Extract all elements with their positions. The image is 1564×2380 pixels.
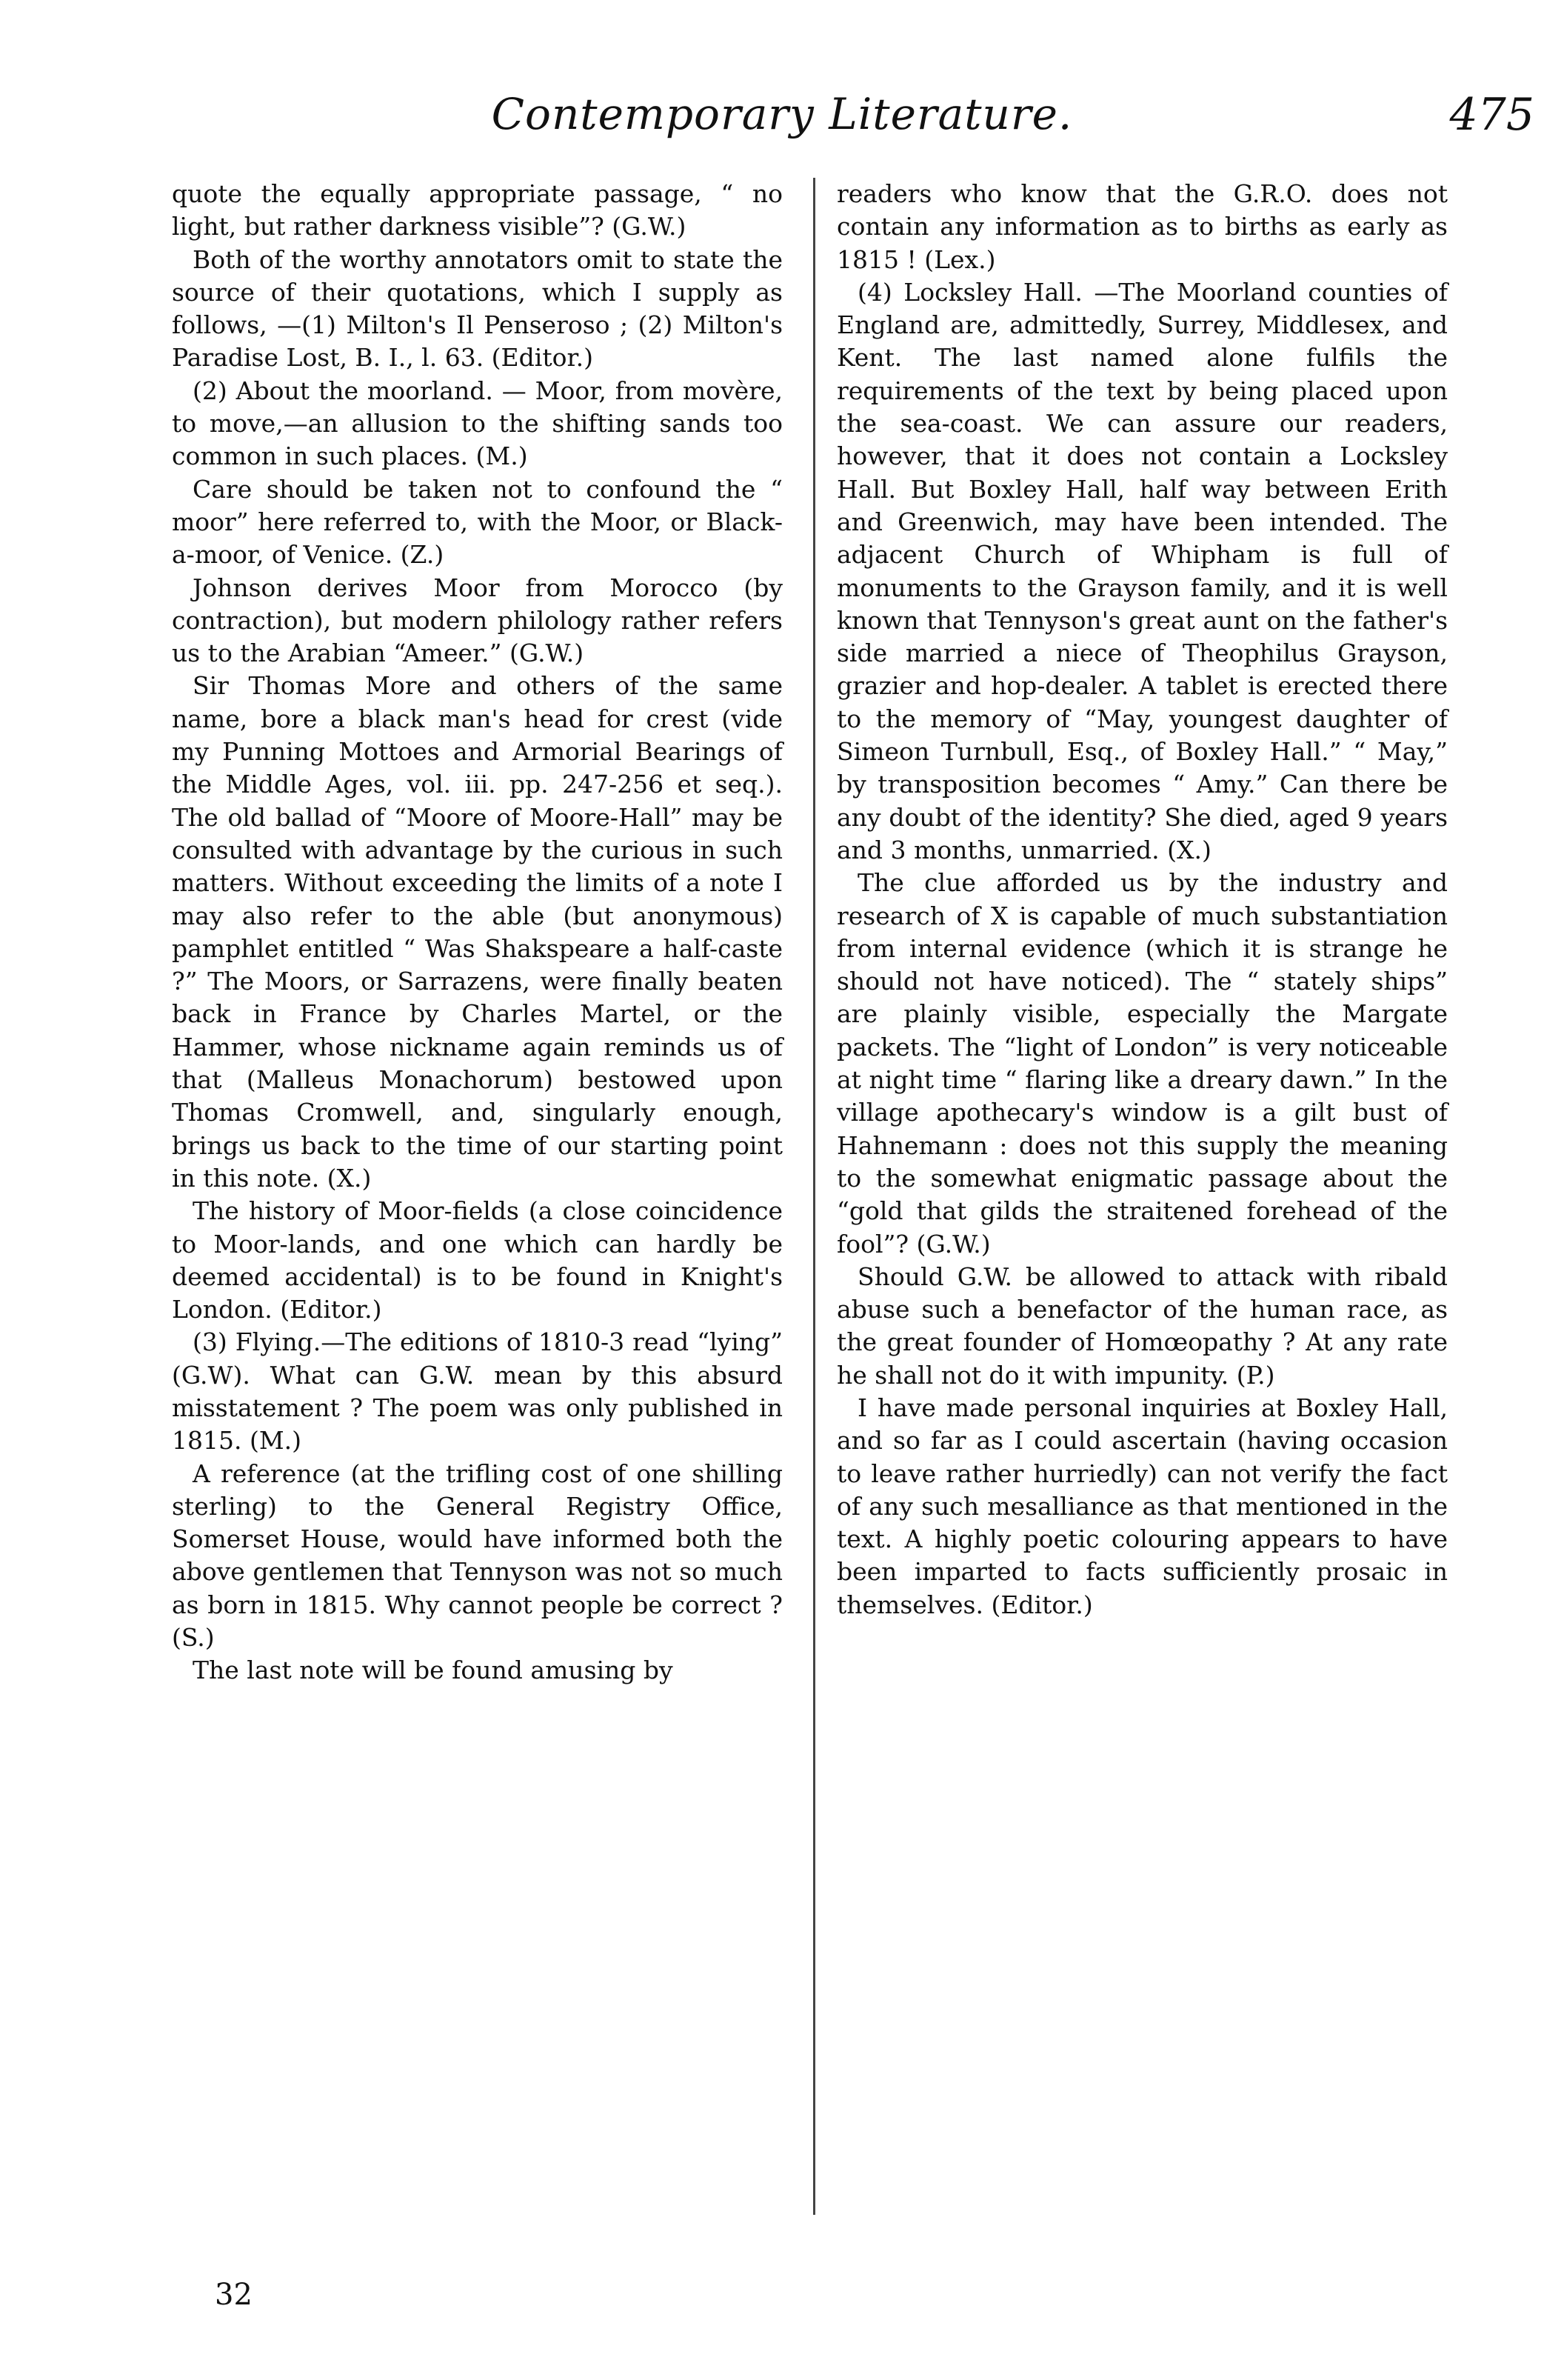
paragraph: I have made personal inquiries at Boxley Hall, and so far as I could ascertain (having occasion to leave rather hurriedly) can not verify the fact of any such mesalliance as that mentioned in the text. A highly poetic colouring appears to have been imparted to facts sufficiently prosaic in themselves. (Editor.)	[837, 1393, 1448, 1619]
paragraph: Sir Thomas More and others of the same name, bore a black man's head for crest (vide my Punning Mottoes and Armorial Bearings of the Middle Ages, vol. iii. pp. 247-256 et seq.). The old ballad of “Moore of Moore-Hall” may be consulted with advantage by the curious in such matters. Without exceeding the limits of a note I may also refer to the able (but anonymous) pamphlet entitled “ Was Shakspeare a half-caste ?” The Moors, or Sarrazens, were finally beaten back in France by Charles Martel, or the Hammer, whose nickname again reminds us of that (Malleus Monachorum) bestowed upon Thomas Cromwell, and, singularly enough, brings us back to the time of our starting point in this note. (X.)	[172, 671, 783, 1193]
paragraph: Both of the worthy annotators omit to state the source of their quotations, which I supply as follows, —(1) Milton's Il Penseroso ; (2) Milton's Paradise Lost, B. I., l. 63. (Editor.)	[172, 244, 783, 373]
running-header-title: Contemporary Literature.	[491, 89, 1073, 139]
right-column	[837, 178, 1448, 1621]
paragraph: The history of Moor-fields (a close coincidence to Moor-lands, and one which can hardly be deemed accidental) is to be found in Knight's London. (Editor.)	[172, 1196, 783, 1324]
paragraph: A reference (at the trifling cost of one shilling sterling) to the General Registry Office, Somerset House, would have informed both the above gentlemen that Tennyson was not so much as born in 1815. Why cannot people be correct ? (S.)	[172, 1459, 783, 1653]
paragraph: Care should be taken not to confound the “ moor” here referred to, with the Moor, or Black-a-moor, of Venice. (Z.)	[172, 474, 783, 570]
paragraph: Should G.W. be allowed to attack with ribald abuse such a benefactor of the human race, as the great founder of Homœopathy ? At any rate he shall not do it with impunity. (P.)	[837, 1261, 1448, 1390]
column-divider	[813, 178, 815, 2215]
paragraph: (2) About the moorland. — Moor, from movère, to move,—an allusion to the shifting sands too common in such places. (M.)	[172, 376, 783, 471]
paragraph: The last note will be found amusing by	[193, 1656, 673, 1685]
paragraph: quote the equally appropriate passage, “ no light, but rather darkness visible”? (G.W.)	[172, 179, 783, 241]
paragraph: The clue afforded us by the industry and research of X is capable of much substantiation from internal evidence (which it is strange he should not have noticed). The “ stately ships” are plainly visible, especially the Margate packets. The “light of London” is very noticeable at night time “ flaring like a dreary dawn.” In the village apothecary's window is a gilt bust of Hahnemann : does not this supply the meaning to the somewhat enigmatic passage about the “gold that gilds the straitened forehead of the fool”? (G.W.)	[837, 868, 1448, 1259]
paragraph: Johnson derives Moor from Morocco (by contraction), but modern philology rather refers us to the Arabian “Ameer.” (G.W.)	[172, 573, 783, 668]
signature-mark: 32	[215, 2278, 253, 2312]
paragraph: readers who know that the G.R.O. does not contain any information as to births as early as 1815 ! (Lex.)	[837, 179, 1448, 274]
paragraph: (4) Locksley Hall. —The Moorland counties of England are, admittedly, Surrey, Middlesex, and Kent. The last named alone fulfils the requirements of the text by being placed upon the sea-coast. We can assure our readers, however, that it does not contain a Locksley Hall. But Boxley Hall, half way between Erith and Greenwich, may have been intended. The adjacent Church of Whipham is full of monuments to the Grayson family, and it is well known that Tennyson's great aunt on the father's side married a niece of Theophilus Grayson, grazier and hop-dealer. A tablet is erected there to the memory of “May, youngest daughter of Simeon Turnbull, Esq., of Boxley Hall.” “ May,” by transposition becomes “ Amy.” Can there be any doubt of the identity? She died, aged 9 years and 3 months, unmarried. (X.)	[837, 277, 1448, 864]
page-number: 475	[1449, 89, 1534, 141]
left-column	[172, 178, 783, 1687]
paragraph: (3) Flying.—The editions of 1810-3 read “lying” (G.W). What can G.W. mean by this absurd misstatement ? The poem was only published in 1815. (M.)	[172, 1327, 783, 1456]
